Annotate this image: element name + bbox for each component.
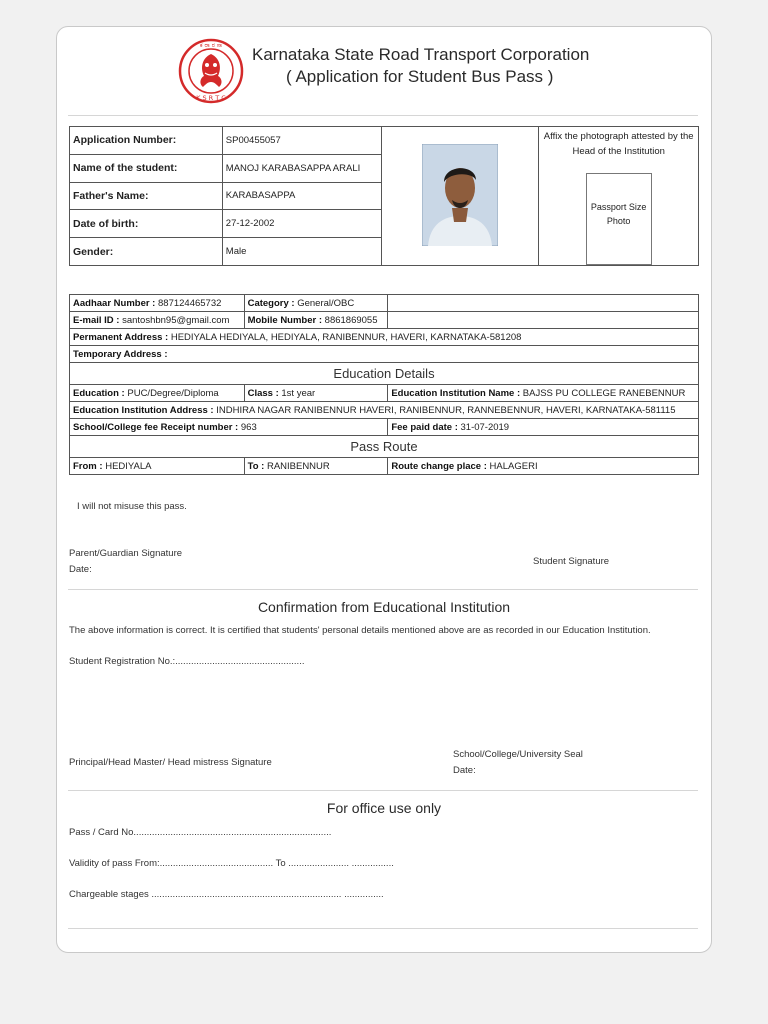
pass-card-number-field: Pass / Card No........................................................................... bbox=[69, 827, 332, 838]
route-change-label: Route change place : bbox=[391, 460, 487, 472]
parent-date-label: Date: bbox=[69, 564, 92, 575]
mobile-label: Mobile Number : bbox=[247, 314, 323, 326]
validity-field: Validity of pass From:........................................... To ....................... ................ bbox=[69, 858, 394, 869]
office-use-title: For office use only bbox=[326, 800, 442, 816]
aadhaar-cell bbox=[70, 295, 245, 312]
institution-cell bbox=[388, 385, 699, 402]
passport-photo-box bbox=[586, 173, 652, 265]
class-value: 1st year bbox=[281, 387, 316, 399]
category-label: Category : bbox=[247, 297, 295, 309]
email-value: santoshbn95@gmail.com bbox=[122, 314, 230, 326]
perm-address-label: Permanent Address : bbox=[73, 331, 169, 343]
mobile-value: 8861869055 bbox=[324, 314, 378, 326]
aadhaar-value: 887124465732 bbox=[158, 297, 222, 309]
pass-route-section-title: Pass Route bbox=[70, 436, 699, 458]
confirmation-title: Confirmation from Educational Institution bbox=[257, 599, 511, 615]
education-section-title: Education Details bbox=[70, 363, 699, 385]
student-signature-label: Student Signature bbox=[533, 556, 610, 567]
fee-paid-cell bbox=[388, 419, 699, 436]
education-label: Education : bbox=[73, 387, 125, 399]
institution-value: BAJSS PU COLLEGE RANEBENNUR bbox=[522, 387, 686, 399]
details-table bbox=[69, 294, 699, 475]
title-line-1: Karnataka State Road Transport Corporation bbox=[252, 45, 590, 64]
value-student-name: MANOJ KARABASAPPA ARALI bbox=[222, 154, 381, 182]
fee-paid-label: Fee paid date : bbox=[391, 421, 458, 433]
to-value: RANIBENNUR bbox=[266, 460, 330, 472]
svg-text:ಕ ರಾ ರ ಸಾ: ಕ ರಾ ರ ಸಾ bbox=[199, 42, 223, 49]
institution-label: Education Institution Name : bbox=[391, 387, 521, 399]
institution-address-cell bbox=[70, 402, 699, 419]
chargeable-stages-field: Chargeable stages ........................................................................ ............... bbox=[69, 889, 384, 900]
temporary-address-cell bbox=[70, 346, 699, 363]
email-cell bbox=[70, 312, 245, 329]
mobile-cell bbox=[244, 312, 388, 329]
principal-signature-label: Principal/Head Master/ Head mistress Signature bbox=[69, 757, 272, 768]
fee-paid-value: 31-07-2019 bbox=[460, 421, 510, 433]
temp-address-label: Temporary Address : bbox=[73, 348, 168, 360]
institution-date-label: Date: bbox=[453, 765, 476, 776]
fee-receipt-cell bbox=[70, 419, 388, 436]
divider bbox=[68, 589, 698, 590]
category-cell bbox=[244, 295, 388, 312]
value-gender: Male bbox=[222, 238, 381, 266]
parent-signature-label: Parent/Guardian Signature bbox=[69, 548, 183, 559]
institution-seal-label: School/College/University Seal bbox=[453, 749, 583, 760]
aadhaar-label: Aadhaar Number : bbox=[73, 297, 156, 309]
fee-receipt-label: School/College fee Receipt number : bbox=[73, 421, 239, 433]
from-label: From : bbox=[73, 460, 103, 472]
label-father-name: Father's Name: bbox=[70, 182, 223, 210]
inst-address-label: Education Institution Address : bbox=[73, 404, 214, 416]
passport-photo-cell bbox=[539, 127, 699, 266]
fee-receipt-value: 963 bbox=[240, 421, 257, 433]
divider bbox=[68, 790, 698, 791]
empty-cell bbox=[388, 312, 699, 329]
route-change-cell bbox=[388, 458, 699, 475]
divider bbox=[68, 928, 698, 929]
empty-cell bbox=[388, 295, 699, 312]
confirmation-text: The above information is correct. It is certified that students' personal details mentioned above are as recorded in our Education Institution. bbox=[69, 625, 651, 636]
form-title bbox=[252, 44, 612, 88]
value-father-name: KARABASAPPA bbox=[222, 182, 381, 210]
education-value: PUC/Degree/Diploma bbox=[127, 387, 219, 399]
photo-text: Photo bbox=[606, 216, 631, 226]
photo-cell bbox=[381, 127, 539, 266]
registration-number-field: Student Registration No.:................................................. bbox=[69, 656, 305, 667]
label-gender: Gender: bbox=[70, 238, 223, 266]
ksrtc-logo bbox=[178, 38, 244, 104]
category-value: General/OBC bbox=[297, 297, 355, 309]
from-cell bbox=[70, 458, 245, 475]
label-dob: Date of birth: bbox=[70, 210, 223, 238]
perm-address-value: HEDIYALA HEDIYALA, HEDIYALA, RANIBENNUR, HAVERI, KARNATAKA-581208 bbox=[170, 331, 522, 343]
class-cell bbox=[244, 385, 388, 402]
declaration-text: I will not misuse this pass. bbox=[77, 501, 187, 512]
to-label: To : bbox=[247, 460, 265, 472]
class-label: Class : bbox=[247, 387, 279, 399]
label-application-number: Application Number: bbox=[70, 127, 223, 155]
value-application-number: SP00455057 bbox=[222, 127, 381, 155]
route-change-value: HALAGERI bbox=[489, 460, 538, 472]
passport-text: Passport Size bbox=[590, 202, 647, 212]
label-student-name: Name of the student: bbox=[70, 154, 223, 182]
student-info-table bbox=[69, 126, 699, 266]
from-value: HEDIYALA bbox=[105, 460, 152, 472]
permanent-address-cell bbox=[70, 329, 699, 346]
affix-instruction: Affix the photograph attested by the Head of the Institution bbox=[543, 131, 694, 157]
inst-address-value: INDHIRA NAGAR RANIBENNUR HAVERI, RANIBENNUR, RANNEBENNUR, HAVERI, KARNATAKA-581115 bbox=[216, 404, 676, 416]
student-photo bbox=[422, 144, 498, 246]
value-dob: 27-12-2002 bbox=[222, 210, 381, 238]
divider bbox=[68, 115, 698, 116]
education-cell bbox=[70, 385, 245, 402]
to-cell bbox=[244, 458, 388, 475]
email-label: E-mail ID : bbox=[73, 314, 120, 326]
svg-text:K S R T C: K S R T C bbox=[196, 94, 226, 102]
title-line-2: ( Application for Student Bus Pass ) bbox=[286, 67, 554, 86]
